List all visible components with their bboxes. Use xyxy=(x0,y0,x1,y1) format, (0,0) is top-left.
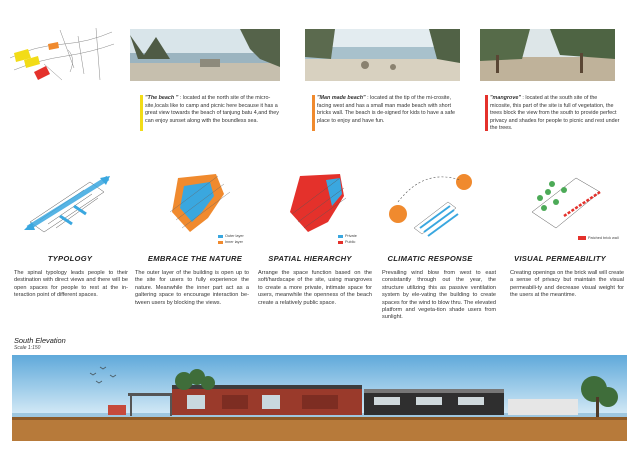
diagram-description: Creating openings on the brick wall will create a sense of privacy but maintain the visual permeabili-ty and decrease visual weight for the users at the meantime. xyxy=(510,270,624,299)
legend-item xyxy=(218,240,243,244)
legend-label: Patched brick wall xyxy=(588,236,619,240)
legend-swatch xyxy=(218,241,223,244)
site-description: : located at the south site of the micosite, this part of the site is full of vegetation, the trees block the view from the south to provide perfect privacy and shades for people to picnic and rest under the trees. xyxy=(490,95,620,132)
south-elevation-drawing xyxy=(12,355,627,441)
diagram-title: EMBRACE THE NATURE xyxy=(147,254,243,263)
legend-item xyxy=(578,236,619,240)
site-caption-beach xyxy=(140,95,289,125)
legend-item xyxy=(338,234,357,238)
legend-swatch xyxy=(338,241,343,244)
accent-bar-red xyxy=(485,95,488,131)
legend-swatch xyxy=(218,235,223,238)
mangrove-photo-image xyxy=(480,29,615,81)
elevation-title: South Elevation xyxy=(14,336,66,345)
climatic-response-diagram xyxy=(384,172,494,242)
diagram-title: CLIMATIC RESPONSE xyxy=(387,254,473,263)
diagram-description: The outer layer of the building is open up to the site for users to fully experience the nature. Meanwhile the inner part act as a galtering space to encourage interaction be-tween users by blocking the views. xyxy=(135,270,249,306)
diagram-title: TYPOLOGY xyxy=(47,254,93,263)
diagram-description: Prevailing wind blow from west to east consistantly through out the year, the structure utilizing this as passive ventilation system by ele-vating the building to create spaces for the wind to blow thru. The elevated platform and vegeta-tion shade users from sunlight. xyxy=(382,270,497,321)
spatial-hierarchy-diagram xyxy=(270,172,370,234)
site-name: "Man made beach" xyxy=(317,95,366,101)
legend-swatch xyxy=(338,235,343,238)
legend-label: Private xyxy=(345,234,357,238)
legend-swatch xyxy=(578,236,586,240)
legend-item xyxy=(338,240,355,244)
site-caption-mangrove xyxy=(485,95,620,133)
legend-label: Outer layer xyxy=(225,234,244,238)
typology-diagram xyxy=(20,172,120,234)
embrace-nature-diagram xyxy=(150,172,250,234)
diagram-title: SPATIAL HIERARCHY xyxy=(268,254,352,263)
site-name: "The beach " xyxy=(145,95,179,101)
site-description: : located at the north site of the micro-site,locals like to camp and picnic here because it has a great view towards the beach of tanjung batu 4,and they can enjoy sunset along with the boundless sea. xyxy=(145,95,279,124)
site-description: : located at the tip of the mi-crosite, facing west and has a small man made beach with short bricks wall. The beach is de-signed for kids to have a safe place to enjoy and have fun. xyxy=(317,95,456,124)
beach-photo xyxy=(130,29,280,81)
sun-icon xyxy=(389,205,407,223)
legend-item xyxy=(218,234,244,238)
legend-label: Inner layer xyxy=(225,240,243,244)
beach-photo-image xyxy=(130,29,280,81)
accent-bar-orange xyxy=(312,95,315,131)
site-caption-man-made-beach xyxy=(312,95,465,125)
site-name: "mangrove" xyxy=(490,95,521,101)
diagram-description: Arrange the space function based on the soft/hardscape of the site, using mangroves to create a more private, intimate space for users, meanwhile the openness of the beach create a relatively public space. xyxy=(258,270,372,306)
man-made-beach-photo xyxy=(305,29,460,81)
site-key-plan xyxy=(4,28,116,82)
mangrove-photo xyxy=(480,29,615,81)
diagram-title: VISUAL PERMEABILITY xyxy=(513,254,607,263)
legend-label: Public xyxy=(345,240,356,244)
ground xyxy=(12,417,627,441)
accent-bar-yellow xyxy=(140,95,143,131)
man-made-beach-photo-image xyxy=(305,29,460,81)
diagram-description: The spinal typology leads people to their destination with direct views and there will be open spaces for people to rest at the in-teraction point of different spaces. xyxy=(14,270,128,299)
deck xyxy=(508,399,578,415)
sun-icon xyxy=(456,174,472,190)
visual-permeability-diagram xyxy=(520,172,620,234)
boat-kiosk xyxy=(108,405,126,415)
elevation-scale: Scale 1:150 xyxy=(14,345,41,351)
